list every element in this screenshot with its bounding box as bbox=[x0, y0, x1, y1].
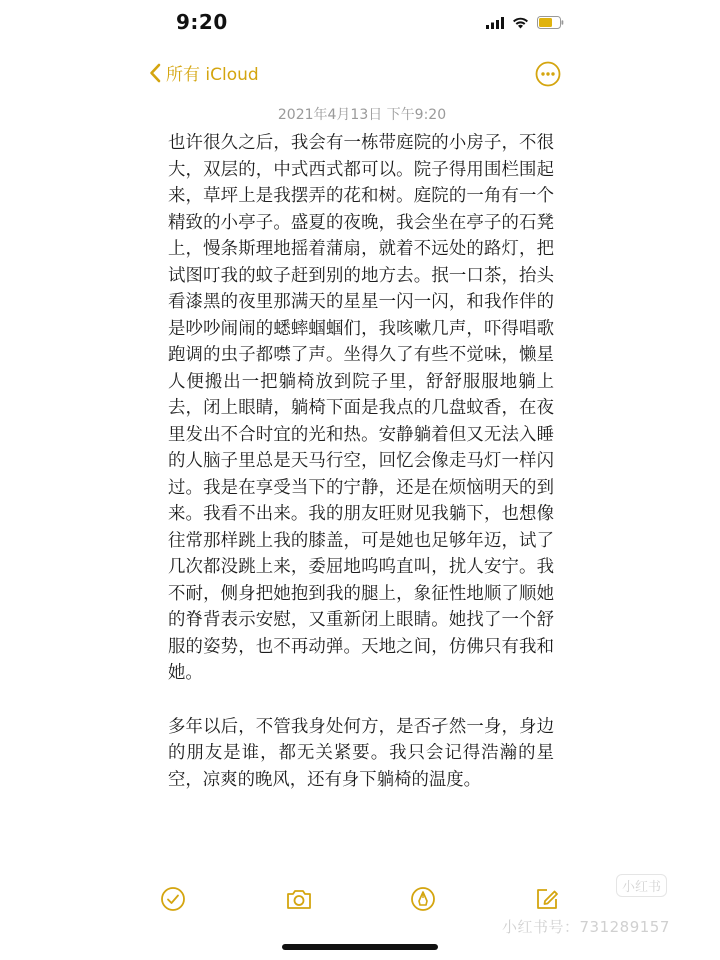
status-icons bbox=[486, 16, 564, 29]
chevron-left-icon bbox=[148, 62, 162, 84]
checklist-icon bbox=[160, 886, 186, 912]
more-options-button[interactable] bbox=[534, 60, 562, 88]
back-label: 所有 iCloud bbox=[166, 65, 259, 85]
wifi-icon bbox=[512, 17, 529, 29]
back-button[interactable] bbox=[148, 60, 259, 85]
battery-icon bbox=[537, 16, 564, 29]
camera-icon bbox=[285, 886, 313, 912]
cellular-signal-icon bbox=[486, 17, 504, 29]
compose-button[interactable] bbox=[534, 886, 560, 912]
status-time: 9:20 bbox=[176, 10, 228, 34]
compose-icon bbox=[534, 886, 560, 912]
camera-button[interactable] bbox=[285, 886, 313, 912]
watermark-logo: 小红书 bbox=[616, 874, 667, 897]
note-date: 2021年4月13日 下午9:20 bbox=[277, 107, 447, 123]
home-indicator[interactable] bbox=[282, 944, 438, 950]
checklist-button[interactable] bbox=[160, 886, 186, 912]
note-paragraph-1: 也许很久之后，我会有一栋带庭院的小房子，不很大，双层的，中式西式都可以。院子得用围栏围起来，草坪上是我摆弄的花和树。庭院的一角有一个精致的小亭子。盛夏的夜晚，我会坐在亭子的石凳上，慢条斯理地摇着蒲扇，就着不远处的路灯，把试图叮我的蚊子赶到别的地方去。抿一口茶，抬头看漆黑的夜里那满天的星星一闪一闪，和我作伴的是吵吵闹闹的蟋蟀蝈蝈们，我咳嗽几声，吓得唱歌跑调的虫子都噤了声。坐得久了有些不觉味，懒星人便搬出一把躺椅放到院子里，舒舒服服地躺上去，闭上眼睛，躺椅下面是我点的几盘蚊香，在夜里发出不合时宜的光和热。安静躺着但又无法入睡的人脑子里总是天马行空，回忆会像走马灯一样闪过。我是在享受当下的宁静，还是在烦恼明天的到来。我看不出来。我的朋友旺财见我躺下，也想像往常那样跳上我的膝盖，可是她也足够年迈，试了几次都没跳上来，委屈地呜呜直叫，扰人安宁。我不耐，侧身把她抱到我的腿上，象征性地顺了顺她的脊背表示安慰，又重新闭上眼睛。她找了一个舒服的姿势，也不再动弹。天地之间，仿佛只有我和她。 bbox=[168, 133, 554, 683]
ellipsis-circle-icon bbox=[534, 60, 562, 88]
note-body[interactable] bbox=[168, 130, 554, 793]
paragraph-spacer bbox=[168, 687, 554, 714]
markup-button[interactable] bbox=[410, 886, 436, 912]
watermark-text: 小红书号：731289157 bbox=[502, 918, 670, 936]
markup-pen-icon bbox=[410, 886, 436, 912]
note-paragraph-2: 多年以后，不管我身处何方，是否孑然一身，身边的朋友是谁，都无关紧要。我只会记得浩瀚的星空，凉爽的晚风，还有身下躺椅的温度。 bbox=[168, 716, 554, 790]
